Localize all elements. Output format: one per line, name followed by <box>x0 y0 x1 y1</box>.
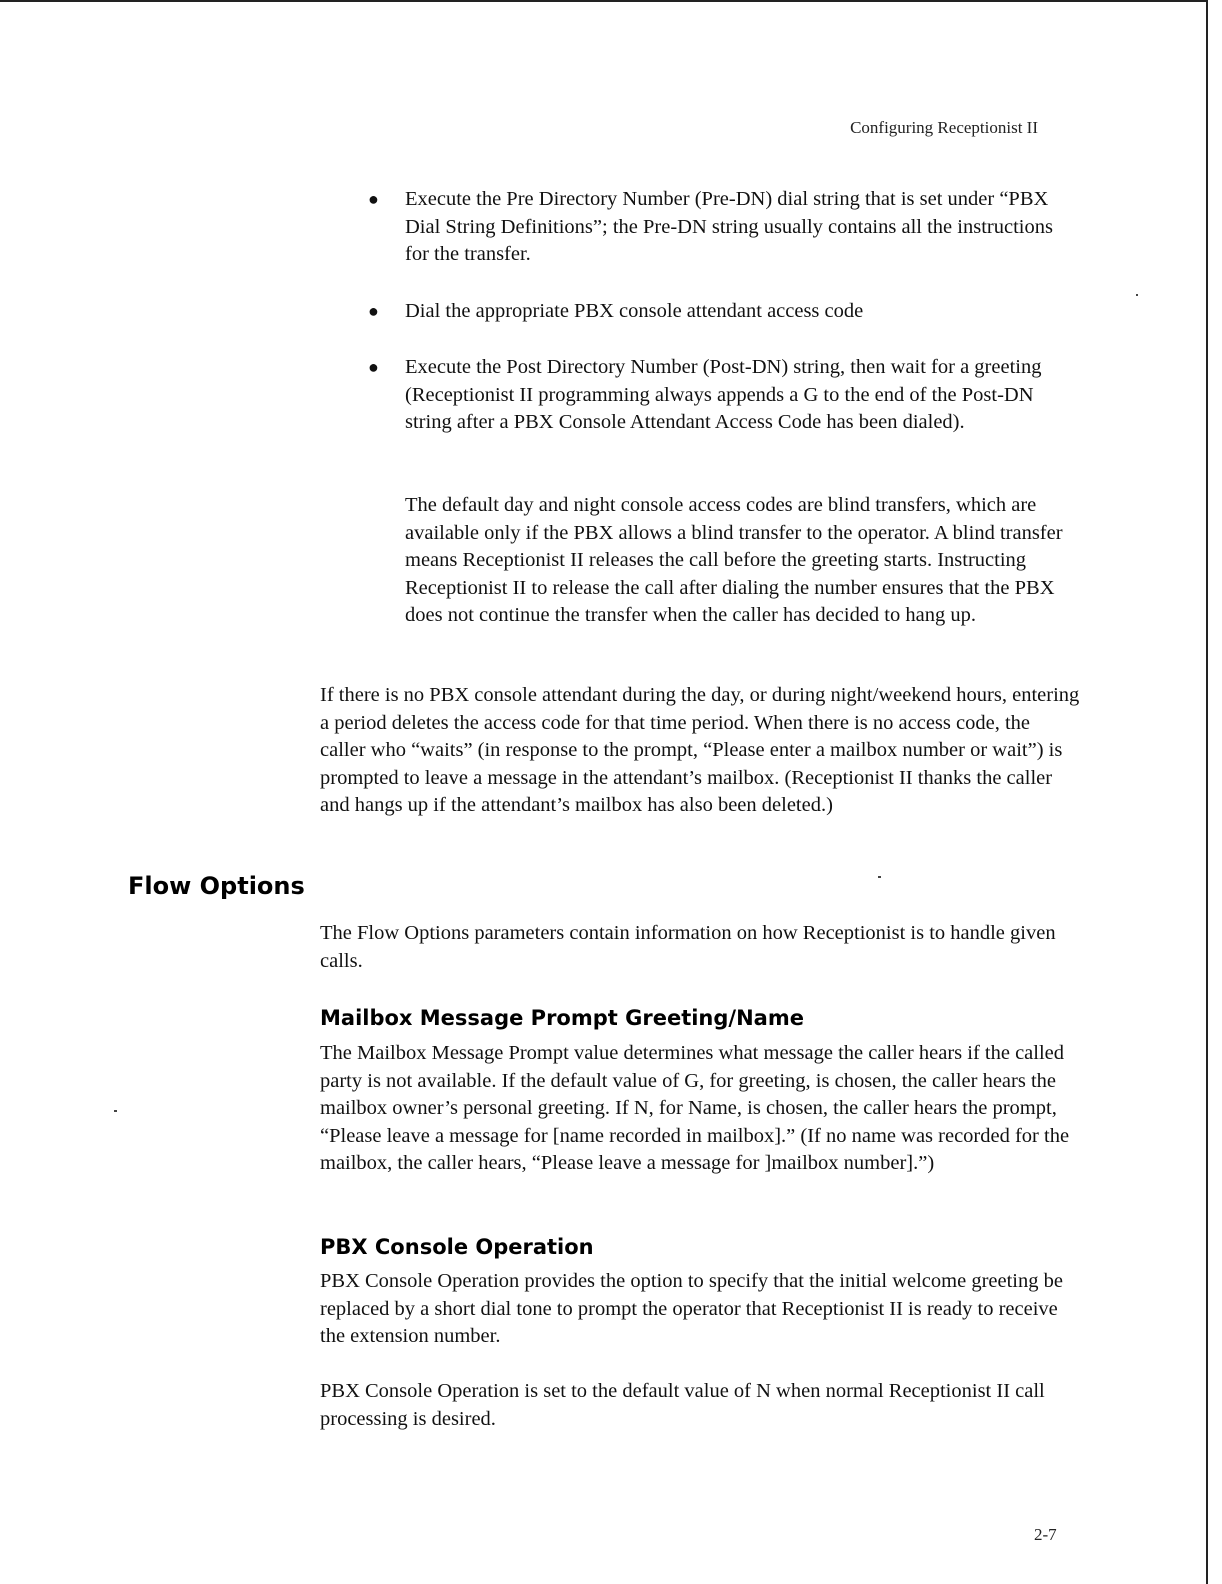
bullet-item <box>368 354 1058 437</box>
bullet-item <box>368 298 1058 326</box>
pbx-console-paragraph-2: PBX Console Operation is set to the default value of N when normal Receptionist II call processing is desired. <box>320 1380 1045 1430</box>
bullet-text: Execute the Post Directory Number (Post-DN) string, then wait for a greeting (Receptionist II programming always appends a G to the end of the Post-DN string after a PBX Console Attendant Access Code has been dialed). <box>405 356 1042 433</box>
attendant-paragraph: If there is no PBX console attendant during the day, or during night/weekend hours, entering a period deletes the access code for that time period. When there is no access code, the caller who “waits” (in response to the prompt, “Please enter a mailbox number or wait”) is prompted to leave a message in the attendant’s mailbox. (Receptionist II thanks the caller and hangs up if the attendant’s mailbox has also been deleted.) <box>320 684 1080 816</box>
bullet-text: Execute the Pre Directory Number (Pre-DN) dial string that is set under “PBX Dial String Definitions”; the Pre-DN string usually contains all the instructions for the transfer. <box>405 188 1053 265</box>
bullet-item <box>368 186 1058 269</box>
bullet-text: Dial the appropriate PBX console attendant access code <box>405 299 864 322</box>
bullet-dot-icon: ● <box>368 300 379 321</box>
page-number: 2-7 <box>1034 1525 1057 1544</box>
running-header: Configuring Receptionist II <box>850 118 1038 137</box>
bullet-dot-icon: ● <box>368 357 379 377</box>
subheading-mailbox-prompt: Mailbox Message Prompt Greeting/Name <box>320 1006 804 1030</box>
subheading-pbx-console: PBX Console Operation <box>320 1235 594 1259</box>
pbx-console-paragraph-1: PBX Console Operation provides the option to specify that the initial welcome greeting be replaced by a short dial tone to prompt the operator that Receptionist II is ready to receive the extension number. <box>320 1270 1063 1347</box>
blind-transfer-note: The default day and night console access codes are blind transfers, which are available only if the PBX allows a blind transfer to the operator. A blind transfer means Receptionist II releases the call before the greeting starts. Instructing Receptionist II to release the call after dialing the number ensures that the PBX does not continue the transfer when the caller has decided to hang up. <box>405 494 1063 626</box>
section-heading-flow-options: Flow Options <box>128 872 305 900</box>
mailbox-prompt-paragraph: The Mailbox Message Prompt value determines what message the caller hears if the called party is not available. If the default value of G, for greeting, is chosen, the caller hears the mailbox owner’s personal greeting. If N, for Name, is chosen, the caller hears the prompt, “Please leave a message for [name recorded in mailbox].” (If no name was recorded for the mailbox, the caller hears, “Please leave a message for ]mailbox number].”) <box>320 1042 1070 1174</box>
flow-options-intro: The Flow Options parameters contain information on how Receptionist is to handle given calls. <box>320 922 1056 972</box>
bullet-list <box>368 186 1058 437</box>
scan-speck <box>1136 294 1138 296</box>
scan-speck <box>114 1110 117 1112</box>
bullet-dot-icon: ● <box>368 189 379 209</box>
scan-speck <box>878 876 881 878</box>
